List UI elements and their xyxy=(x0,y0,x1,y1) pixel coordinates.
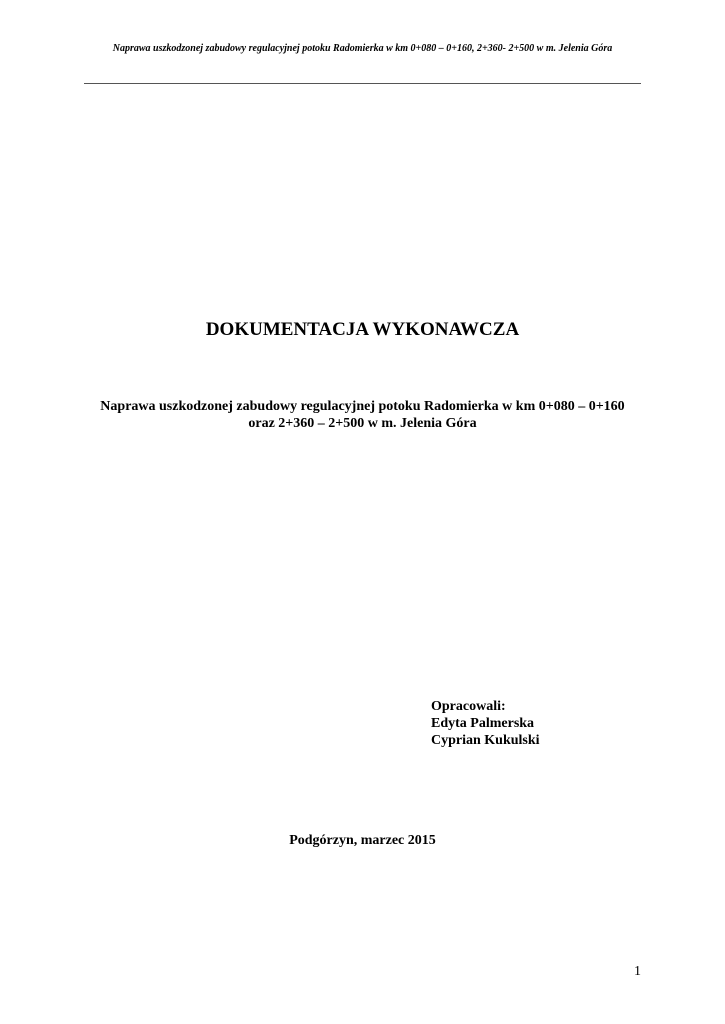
authors-block xyxy=(431,698,540,749)
page-number: 1 xyxy=(634,964,641,979)
header-divider xyxy=(84,83,641,84)
place-and-date: Podgórzyn, marzec 2015 xyxy=(289,833,436,848)
document-title: DOKUMENTACJA WYKONAWCZA xyxy=(205,319,520,340)
author-name: Cyprian Kukulski xyxy=(431,733,540,748)
subtitle-line-2: oraz 2+360 – 2+500 w m. Jelenia Góra xyxy=(248,416,477,431)
subtitle-line-1: Naprawa uszkodzonej zabudowy regulacyjnej potoku Radomierka w km 0+080 – 0+160 xyxy=(100,399,625,414)
authors-label: Opracowali: xyxy=(431,699,506,714)
author-name: Edyta Palmerska xyxy=(431,716,535,731)
document-subtitle xyxy=(84,398,641,432)
running-header: Naprawa uszkodzonej zabudowy regulacyjnej potoku Radomierka w km 0+080 – 0+160, 2+360- 2+500 w m. Jelenia Góra xyxy=(112,43,613,54)
